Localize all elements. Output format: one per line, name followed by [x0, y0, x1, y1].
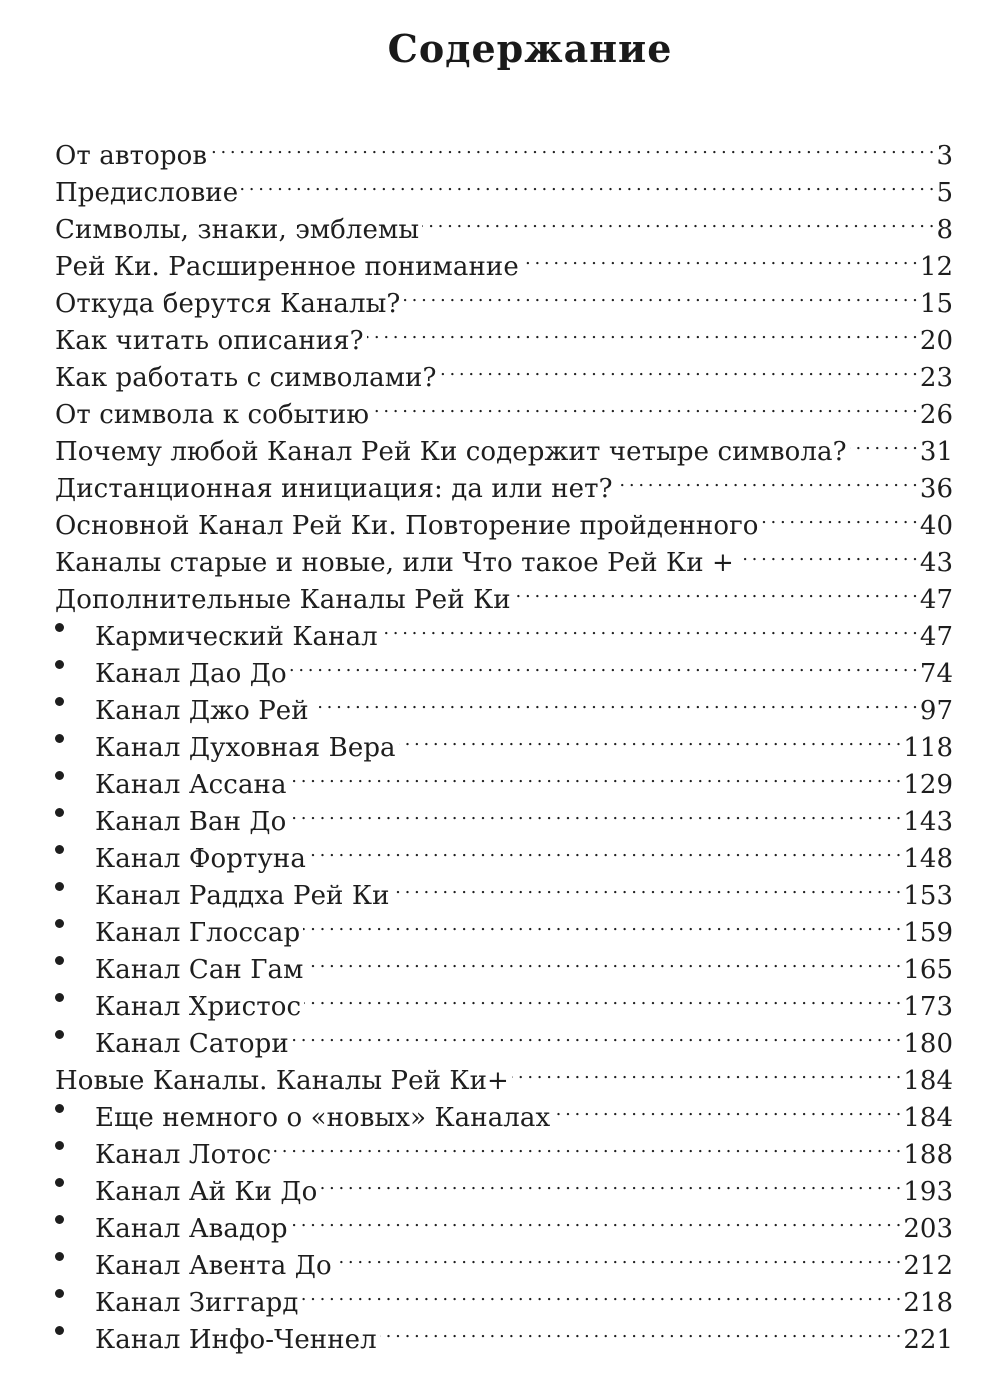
- dot-leader: [309, 830, 900, 867]
- toc-entry[interactable]: [55, 534, 953, 578]
- dot-leader: [289, 793, 900, 830]
- dot-leader: [380, 1311, 901, 1348]
- toc-page-number: 193: [903, 1177, 953, 1207]
- toc-subentry[interactable]: [55, 904, 953, 948]
- bullet-icon: [55, 919, 64, 928]
- toc-page-number: 23: [919, 363, 953, 393]
- dot-leader: [290, 756, 901, 793]
- toc-page-number: 180: [903, 1029, 953, 1059]
- toc-entry-label: Как читать описания?: [55, 326, 364, 356]
- bullet-icon: [55, 1178, 64, 1187]
- toc-entry-label: Еще немного о «новых» Каналах: [95, 1103, 551, 1133]
- toc-subentry[interactable]: [55, 1200, 953, 1244]
- toc-entry[interactable]: [55, 386, 953, 430]
- dot-leader: [762, 497, 917, 534]
- dot-leader: [850, 423, 917, 460]
- bullet-icon: [55, 882, 64, 891]
- bullet-icon: [55, 734, 64, 743]
- bullet-icon: [55, 1215, 64, 1224]
- dot-leader: [514, 571, 917, 608]
- toc-page-number: 43: [919, 548, 953, 578]
- toc-entry-label: Канал Инфо-Ченнел: [95, 1325, 377, 1355]
- toc-entry-label: Канал Ассана: [95, 770, 287, 800]
- dot-leader: [512, 1052, 900, 1089]
- bullet-icon: [55, 845, 64, 854]
- toc-page-number: 148: [903, 844, 953, 874]
- bullet-icon: [55, 1030, 64, 1039]
- dot-leader: [553, 1089, 900, 1126]
- toc-entry-label: От авторов: [55, 141, 208, 171]
- toc-page-number: 143: [903, 807, 953, 837]
- toc-entry[interactable]: [55, 312, 953, 356]
- toc-entry-label: Почему любой Канал Рей Ки содержит четыре символа?: [55, 437, 847, 467]
- toc-page-number: 165: [903, 955, 953, 985]
- dot-leader: [320, 1163, 900, 1200]
- toc-entry-label: От символа к событию: [55, 400, 370, 430]
- toc-page-number: 203: [903, 1214, 953, 1244]
- toc-page-number: 173: [903, 992, 953, 1022]
- toc-entry-label: Канал Сатори: [95, 1029, 289, 1059]
- dot-leader: [292, 1015, 901, 1052]
- toc-entry[interactable]: [55, 349, 953, 393]
- dot-leader: [290, 645, 917, 682]
- toc-page-number: 12: [919, 252, 953, 282]
- toc-entry[interactable]: [55, 164, 953, 208]
- toc-page-number: 40: [919, 511, 953, 541]
- toc-entry-label: Канал Ван До: [95, 807, 287, 837]
- toc-entry-label: Канал Ай Ки До: [95, 1177, 318, 1207]
- toc-page-number: 31: [919, 437, 953, 467]
- toc-page-number: 184: [903, 1066, 953, 1096]
- toc-entry-label: Канал Лотос: [95, 1140, 272, 1170]
- toc-entry[interactable]: [55, 275, 953, 319]
- toc-subentry[interactable]: [55, 1126, 953, 1170]
- toc-entry-label: Канал Христос: [95, 992, 302, 1022]
- toc-entry-label: Новые Каналы. Каналы Рей Ки+: [55, 1066, 509, 1096]
- dot-leader: [440, 349, 917, 386]
- dot-leader: [335, 1237, 901, 1274]
- toc-subentry[interactable]: [55, 1089, 953, 1133]
- toc-entry-label: Канал Дао До: [95, 659, 287, 689]
- toc-page-number: 3: [936, 141, 953, 171]
- dot-leader: [301, 1274, 900, 1311]
- toc-page-number: 218: [903, 1288, 953, 1318]
- toc-subentry[interactable]: [55, 830, 953, 874]
- bullet-icon: [55, 1252, 64, 1261]
- toc-entry-label: Дистанционная инициация: да или нет?: [55, 474, 613, 504]
- toc-page-number: 36: [919, 474, 953, 504]
- dot-leader: [403, 275, 916, 312]
- toc-subentry[interactable]: [55, 645, 953, 689]
- toc-subentry[interactable]: [55, 608, 953, 652]
- bullet-icon: [55, 1289, 64, 1298]
- toc-entry-label: Канал Духовная Вера: [95, 733, 396, 763]
- dot-leader: [291, 1200, 901, 1237]
- toc-entry[interactable]: [55, 571, 953, 615]
- toc-entry-label: Дополнительные Каналы Рей Ки: [55, 585, 511, 615]
- bullet-icon: [55, 771, 64, 780]
- dot-leader: [367, 312, 917, 349]
- toc-subentry[interactable]: [55, 682, 953, 726]
- bullet-icon: [55, 1326, 64, 1335]
- toc-subentry[interactable]: [55, 719, 953, 763]
- toc-page-number: 153: [903, 881, 953, 911]
- toc-entry-label: Рей Ки. Расширенное понимание: [55, 252, 519, 282]
- toc-page-number: 26: [919, 400, 953, 430]
- toc-subentry[interactable]: [55, 793, 953, 837]
- toc-list: [55, 127, 953, 1355]
- toc-entry[interactable]: [55, 127, 953, 171]
- toc-page-number: 221: [903, 1325, 953, 1355]
- bullet-icon: [55, 993, 64, 1002]
- toc-entry-label: Символы, знаки, эмблемы: [55, 215, 420, 245]
- dot-leader: [616, 460, 917, 497]
- dot-leader: [304, 978, 900, 1015]
- toc-entry-label: Канал Раддха Рей Ки: [95, 881, 390, 911]
- toc-entry-label: Канал Авента До: [95, 1251, 332, 1281]
- toc-subentry[interactable]: [55, 1163, 953, 1207]
- bullet-icon: [55, 1104, 64, 1113]
- toc-entry[interactable]: [55, 201, 953, 245]
- toc-entry[interactable]: [55, 238, 953, 282]
- toc-subentry[interactable]: [55, 756, 953, 800]
- toc-entry-label: Канал Сан Гам: [95, 955, 304, 985]
- toc-page-number: 5: [936, 178, 953, 208]
- toc-page-number: 47: [919, 585, 953, 615]
- dot-leader: [422, 201, 933, 238]
- toc-page-number: 129: [903, 770, 953, 800]
- toc-subentry[interactable]: [55, 1274, 953, 1318]
- toc-entry-label: Канал Зиггард: [95, 1288, 299, 1318]
- toc-entry-label: Каналы старые и новые, или Что такое Рей Ки +: [55, 548, 734, 578]
- toc-entry-label: Откуда берутся Каналы?: [55, 289, 401, 319]
- dot-leader: [306, 941, 900, 978]
- dot-leader: [737, 534, 917, 571]
- toc-page-number: 8: [936, 215, 953, 245]
- toc-entry-label: Канал Фортуна: [95, 844, 306, 874]
- toc-entry-label: Основной Канал Рей Ки. Повторение пройденного: [55, 511, 759, 541]
- toc-entry[interactable]: [55, 423, 953, 467]
- dot-leader: [399, 719, 901, 756]
- toc-entry[interactable]: [55, 497, 953, 541]
- bullet-icon: [55, 808, 64, 817]
- bullet-icon: [55, 956, 64, 965]
- toc-entry-label: Канал Джо Рей: [95, 696, 309, 726]
- toc-page-number: 184: [903, 1103, 953, 1133]
- toc-subentry[interactable]: [55, 867, 953, 911]
- toc-page-number: 159: [903, 918, 953, 948]
- bullet-icon: [55, 623, 64, 632]
- toc-entry[interactable]: [55, 1052, 953, 1096]
- toc-page-number: 15: [919, 289, 953, 319]
- bullet-icon: [55, 697, 64, 706]
- dot-leader: [210, 127, 933, 164]
- toc-subentry[interactable]: [55, 1237, 953, 1281]
- toc-page-number: 118: [903, 733, 953, 763]
- dot-leader: [372, 386, 917, 423]
- toc-page-number: 97: [919, 696, 953, 726]
- toc-page-number: 188: [903, 1140, 953, 1170]
- toc-subentry[interactable]: [55, 1311, 953, 1355]
- toc-entry-label: Как работать с символами?: [55, 363, 437, 393]
- bullet-icon: [55, 660, 64, 669]
- toc-page-number: 212: [903, 1251, 953, 1281]
- bullet-icon: [55, 1141, 64, 1150]
- dot-leader: [522, 238, 917, 275]
- toc-entry[interactable]: [55, 460, 953, 504]
- toc-entry-label: Канал Авадор: [95, 1214, 288, 1244]
- toc-subentry[interactable]: [55, 941, 953, 985]
- toc-entry-label: Предисловие: [55, 178, 239, 208]
- toc-subentry[interactable]: [55, 1015, 953, 1059]
- toc-entry-label: Кармический Канал: [95, 622, 378, 652]
- dot-leader: [381, 608, 917, 645]
- page-title: Содержание: [387, 26, 673, 71]
- toc-page-number: 74: [919, 659, 953, 689]
- toc-entry-label: Канал Глоссар: [95, 918, 301, 948]
- dot-leader: [241, 164, 933, 201]
- dot-leader: [303, 904, 900, 941]
- toc-page-number: 20: [919, 326, 953, 356]
- dot-leader: [274, 1126, 900, 1163]
- dot-leader: [393, 867, 901, 904]
- toc-subentry[interactable]: [55, 978, 953, 1022]
- toc-page-number: 47: [919, 622, 953, 652]
- dot-leader: [312, 682, 917, 719]
